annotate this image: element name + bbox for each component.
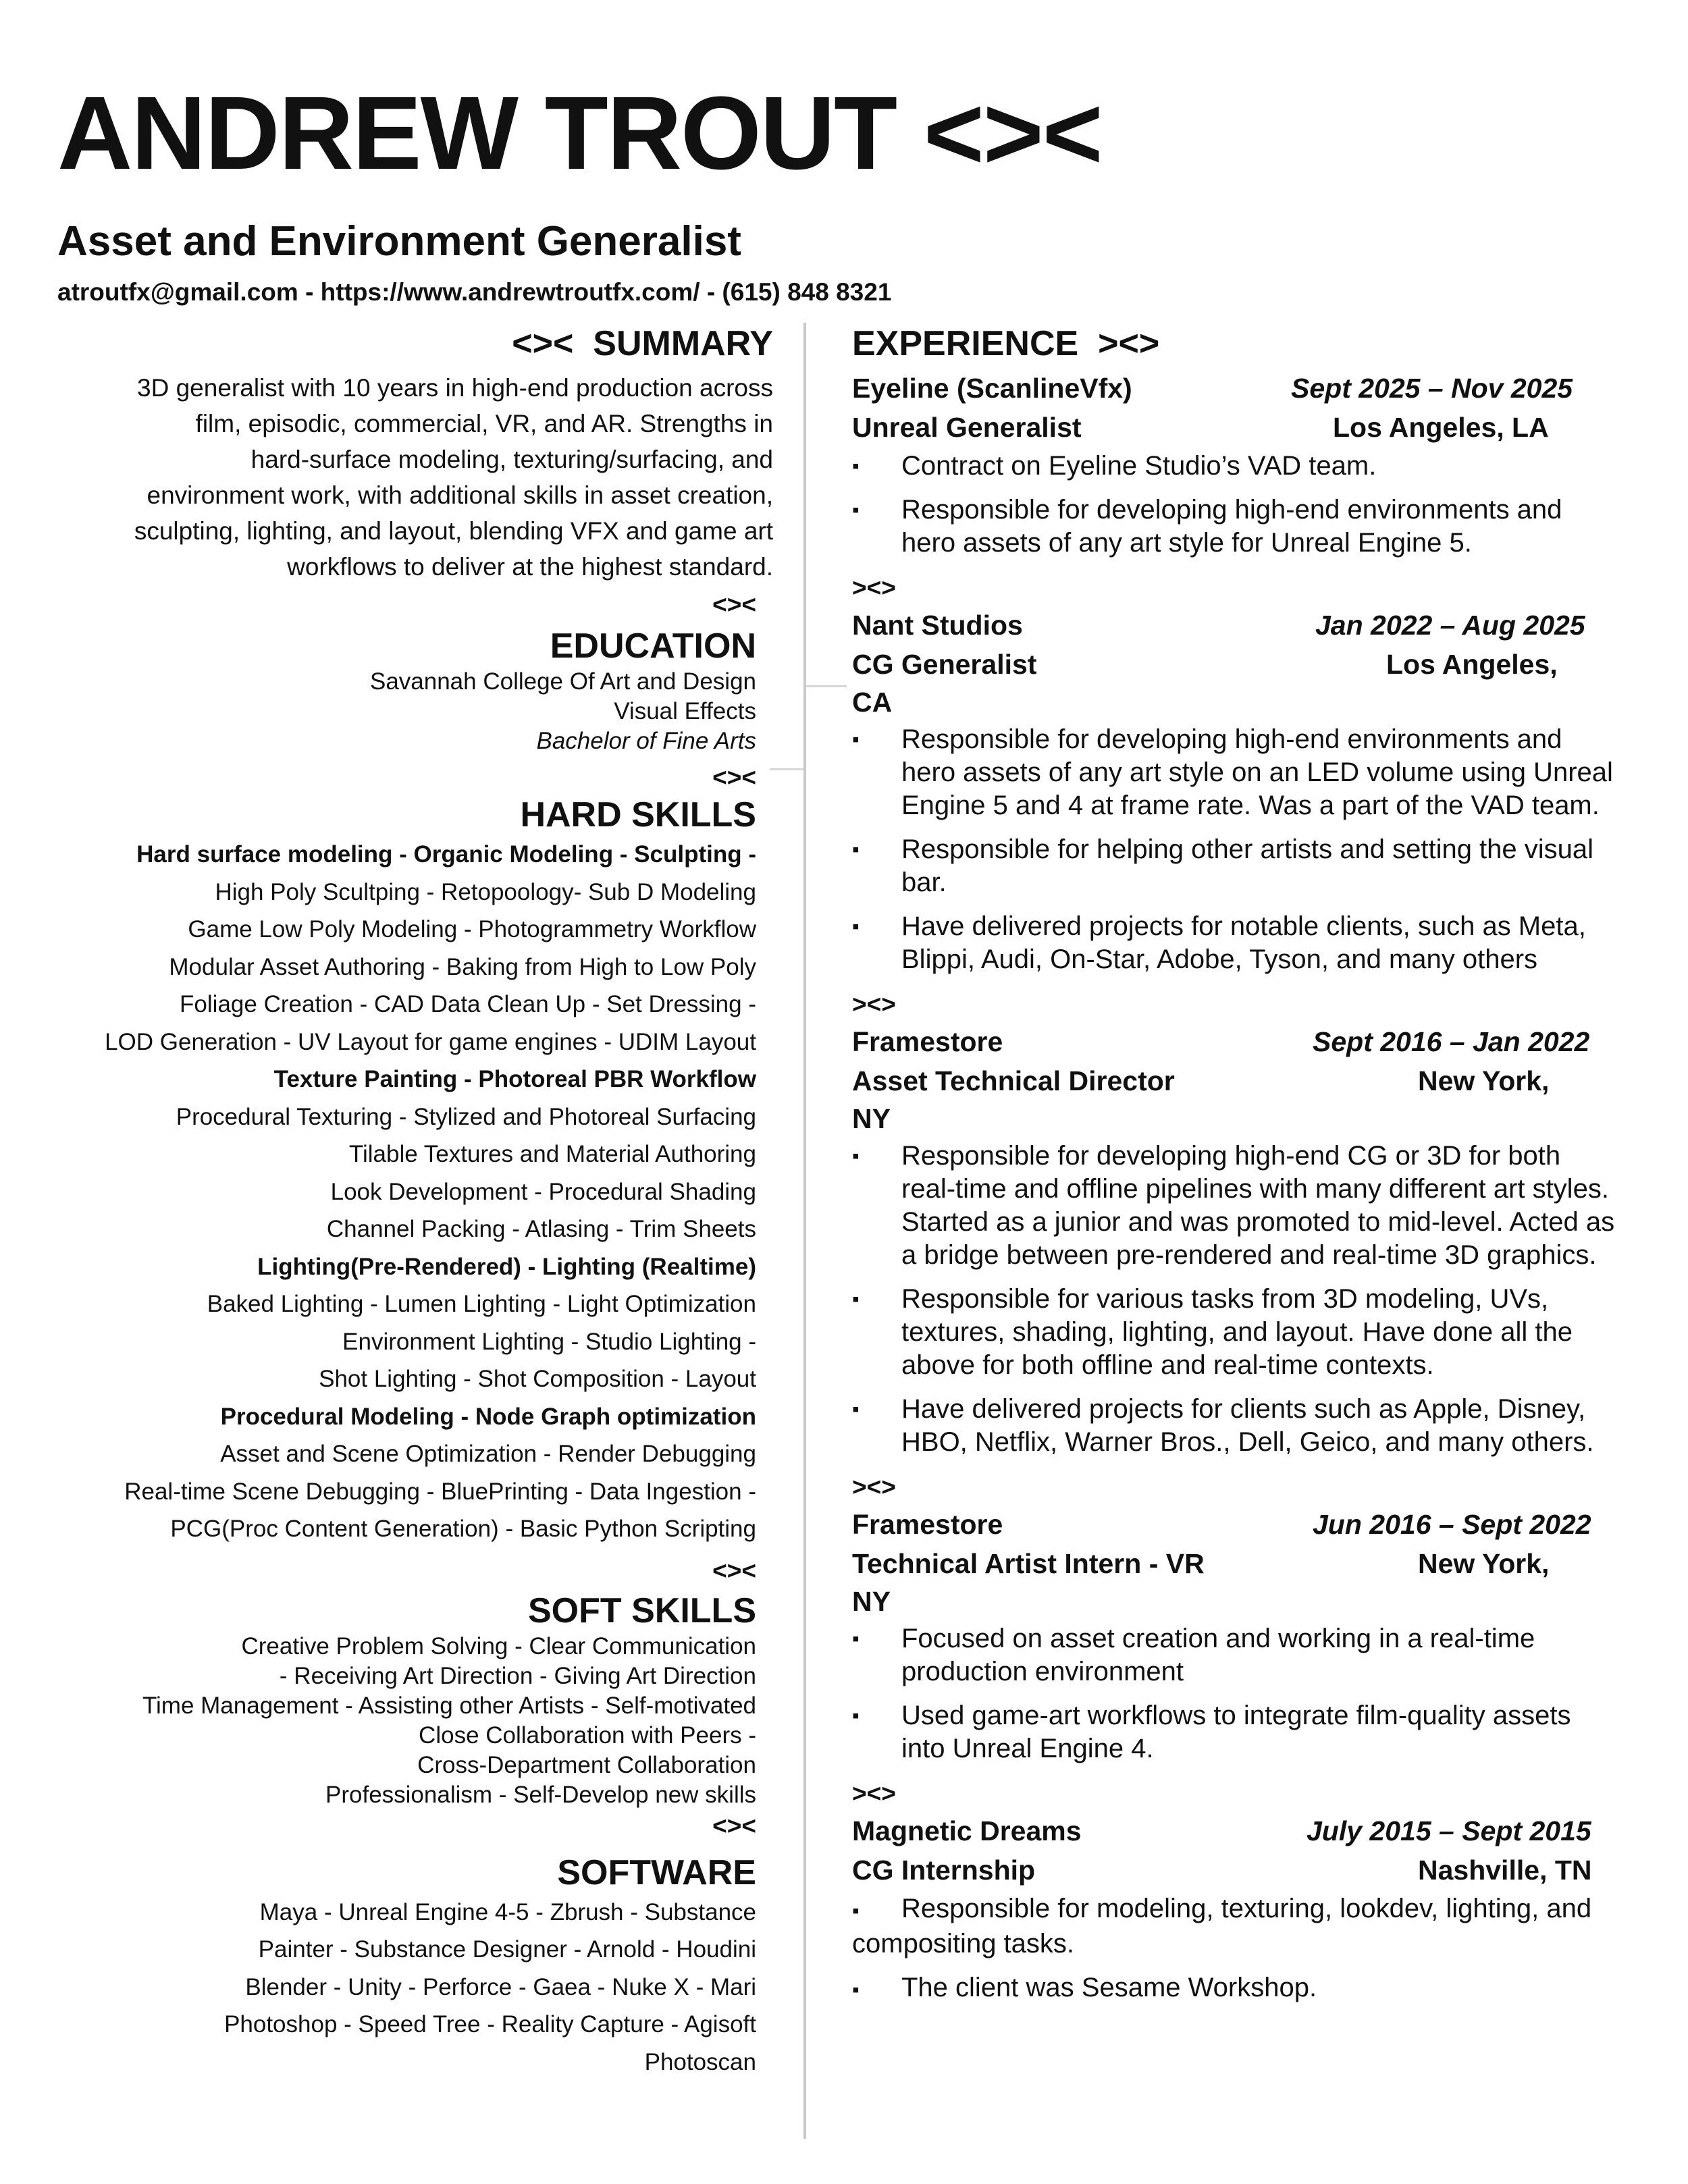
summary-line: 3D generalist with 10 years in high-end production across (137, 374, 773, 402)
job-bullet: ▪ Focused on asset creation and working in a real-time production environment (852, 1622, 1615, 1688)
education-heading: EDUCATION (550, 627, 756, 666)
software-section (47, 1852, 756, 2081)
section-separator: <>< (712, 1556, 756, 1584)
job-location-wrap: NY (852, 1586, 891, 1617)
skill-line: Real-time Scene Debugging - BluePrinting - Data Ingestion - (124, 1478, 756, 1505)
job-entry (852, 606, 1615, 976)
skill-line: LOD Generation - UV Layout for game engines - UDIM Layout (105, 1028, 756, 1055)
job-role: Technical Artist Intern - VR (852, 1548, 1205, 1579)
divider-tick (806, 685, 847, 687)
soft-skill-line: Creative Problem Solving - Clear Communication (241, 1632, 756, 1659)
job-dates: July 2015 – Sept 2015 (1307, 1815, 1591, 1846)
summary-line: environment work, with additional skills in asset creation, (147, 481, 773, 509)
skill-line: Asset and Scene Optimization - Render Debugging (220, 1441, 756, 1467)
job-location: New York, (1418, 1548, 1550, 1579)
job-location: Los Angeles, (1386, 649, 1558, 680)
software-line: Photoscan (644, 2048, 756, 2075)
job-bullet: ▪ Contract on Eyeline Studio’s VAD team. (852, 450, 1615, 483)
summary-line: workflows to deliver at the highest standard. (287, 553, 773, 581)
skill-category: Procedural Modeling - Node Graph optimization (220, 1403, 756, 1430)
bullet-square-icon: ▪ (852, 1979, 860, 2001)
soft-skill-line: - Receiving Art Direction - Giving Art Direction (279, 1662, 756, 1689)
soft-skill-line: Time Management - Assisting other Artists - Self-motivated (142, 1692, 756, 1719)
job-dates: Sept 2016 – Jan 2022 (1313, 1026, 1590, 1057)
skill-category: Lighting(Pre-Rendered) - Lighting (Realtime) (257, 1253, 756, 1280)
software-line: Painter - Substance Designer - Arnold - Houdini (258, 1936, 756, 1963)
section-separator: <>< (712, 764, 756, 791)
job-separator: ><> (852, 1473, 896, 1501)
left-column (47, 323, 773, 2081)
job-role: Asset Technical Director (852, 1065, 1175, 1096)
summary-section (47, 323, 773, 585)
job-separator: ><> (852, 1780, 896, 1807)
skill-line: Environment Lighting - Studio Lighting - (342, 1328, 756, 1355)
hard-skills-heading: HARD SKILLS (520, 795, 756, 834)
job-location-wrap: CA (852, 687, 893, 718)
divider-tick (770, 768, 803, 770)
job-company: Framestore (852, 1026, 1003, 1057)
skill-line: Channel Packing - Atlasing - Trim Sheets (326, 1216, 756, 1242)
education-section (47, 625, 756, 756)
job-bullet: ▪ Responsible for developing high-end CG or 3D for both real-time and offline pipelines with many different art styles. Started as a junior and was promoted to mid-level. Acted as a bridge between pre-rendered and real-time 3D graphics. (852, 1140, 1615, 1272)
summary-line: sculpting, lighting, and layout, blending VFX and game art (134, 517, 773, 545)
skill-line: High Poly Scultping - Retopoology- Sub D Modeling (215, 878, 756, 905)
skill-line: Baked Lighting - Lumen Lighting - Light Optimization (207, 1291, 756, 1317)
skill-line: Modular Asset Authoring - Baking from High to Low Poly (169, 953, 756, 980)
job-company: Framestore (852, 1509, 1003, 1540)
skill-line: Look Development - Procedural Shading (330, 1178, 756, 1205)
job-entry (852, 1022, 1615, 1459)
job-company: Magnetic Dreams (852, 1815, 1082, 1846)
soft-skill-line: Close Collaboration with Peers - (419, 1722, 756, 1749)
skill-line: PCG(Proc Content Generation) - Basic Python Scripting (170, 1516, 756, 1542)
job-entry (852, 369, 1615, 560)
software-line: Photoshop - Speed Tree - Reality Capture - Agisoft (224, 2011, 756, 2037)
skill-category: Texture Painting - Photoreal PBR Workflow (273, 1066, 756, 1092)
soft-skill-line: Cross-Department Collaboration (417, 1751, 756, 1778)
job-location: Los Angeles, LA (1333, 412, 1549, 443)
education-major: Visual Effects (614, 698, 756, 724)
job-dates: Jan 2022 – Aug 2025 (1315, 610, 1585, 641)
education-school: Savannah College Of Art and Design (369, 668, 756, 695)
skill-line: Foliage Creation - CAD Data Clean Up - Set Dressing - (180, 991, 756, 1017)
soft-skills-heading: SOFT SKILLS (528, 1591, 756, 1630)
job-dates: Sept 2025 – Nov 2025 (1291, 373, 1573, 404)
job-bullet: ▪ Responsible for developing high-end environments and hero assets of any art style on an LED volume using Unreal Engine 5 and 4 at frame rate. Was a part of the VAD team. (852, 723, 1615, 822)
skill-line: Game Low Poly Modeling - Photogrammetry Workflow (188, 916, 756, 942)
skill-category: Hard surface modeling - Organic Modeling - Sculpting - (136, 841, 756, 868)
job-separator: ><> (852, 574, 896, 602)
section-separator: <>< (712, 1811, 756, 1840)
job-location-wrap: NY (852, 1103, 891, 1134)
column-divider (803, 323, 806, 2139)
job-location: New York, (1418, 1065, 1550, 1096)
job-bullet: ▪ Used game-art workflows to integrate film-quality assets into Unreal Engine 4. (852, 1699, 1615, 1765)
summary-line: hard-surface modeling, texturing/surfacing, and (250, 446, 773, 473)
right-column (852, 323, 1615, 2017)
software-line: Blender - Unity - Perforce - Gaea - Nuke X - Mari (245, 1973, 756, 2000)
job-bullet: ▪ Have delivered projects for notable clients, such as Meta, Blippi, Audi, On-Star, Adobe, Tyson, and many others (852, 910, 1615, 976)
professional-title: Asset and Environment Generalist (57, 218, 741, 265)
job-company: Eyeline (ScanlineVfx) (852, 373, 1132, 404)
job-separator: ><> (852, 990, 896, 1018)
job-bullet: ▪ Responsible for developing high-end environments and hero assets of any art style for Unreal Engine 5. (852, 494, 1615, 560)
software-line: Maya - Unreal Engine 4-5 - Zbrush - Substance (259, 1898, 756, 1925)
job-bullet: ▪ Have delivered projects for clients such as Apple, Disney, HBO, Netflix, Warner Bros., Dell, Geico, and many others. (852, 1393, 1615, 1459)
contact-line: atroutfx@gmail.com - https://www.andrewtroutfx.com/ - (615) 848 8321 (57, 278, 892, 306)
job-bullet: ▪ The client was Sesame Workshop. (852, 1971, 1615, 2006)
job-bullet: ▪ Responsible for various tasks from 3D modeling, UVs, textures, shading, lighting, and layout. Have done all the above for both offline and real-time contexts. (852, 1283, 1615, 1382)
job-company: Nant Studios (852, 610, 1023, 641)
job-bullet: ▪ Responsible for helping other artists and setting the visual bar. (852, 833, 1615, 899)
job-entry (852, 1811, 1615, 2006)
job-entry (852, 1505, 1615, 1765)
skill-line: Shot Lighting - Shot Composition - Layout (319, 1366, 756, 1392)
section-separator: <>< (712, 591, 756, 618)
soft-skills-section (47, 1590, 756, 1810)
job-role: Unreal Generalist (852, 412, 1082, 443)
summary-line: film, episodic, commercial, VR, and AR. Strengths in (195, 410, 773, 437)
job-location: Nashville, TN (1418, 1855, 1592, 1886)
skill-line: Tilable Textures and Material Authoring (348, 1141, 756, 1167)
candidate-name: ANDREW TROUT <>< (57, 75, 1102, 191)
job-role: CG Generalist (852, 649, 1037, 680)
soft-skill-line: Professionalism - Self-Develop new skills (325, 1781, 756, 1808)
skill-line: Procedural Texturing - Stylized and Photoreal Surfacing (176, 1103, 756, 1130)
education-degree: Bachelor of Fine Arts (536, 728, 756, 754)
summary-heading: <>< SUMMARY (512, 324, 773, 363)
experience-heading: EXPERIENCE ><> (852, 324, 1160, 363)
bullet-square-icon: ▪ (852, 1900, 860, 1922)
job-bullet: ▪ Responsible for modeling, texturing, lookdev, lighting, and compositing tasks. (852, 1894, 1592, 1959)
software-heading: SOFTWARE (557, 1853, 756, 1892)
hard-skills-section (47, 794, 756, 1548)
job-role: CG Internship (852, 1855, 1036, 1886)
job-dates: Jun 2016 – Sept 2022 (1313, 1509, 1591, 1540)
